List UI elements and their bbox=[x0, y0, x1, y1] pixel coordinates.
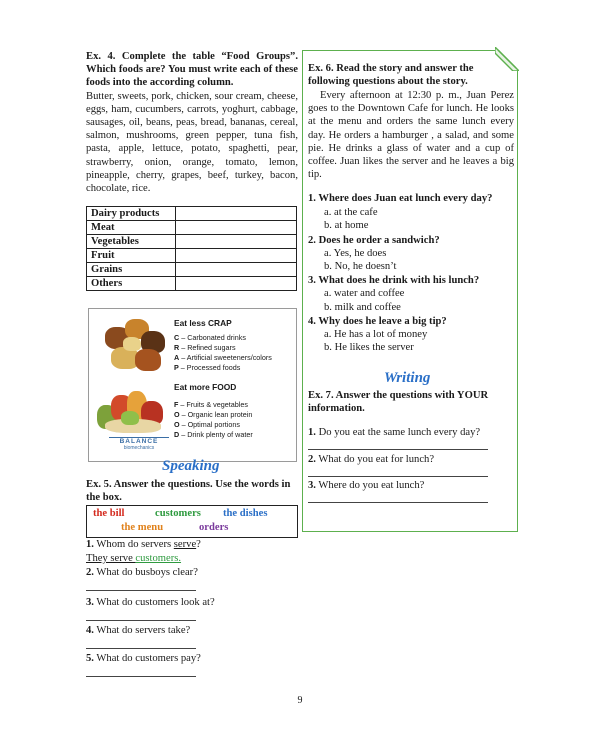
answer-option[interactable]: a. Yes, he does bbox=[324, 247, 387, 259]
question-text: What do servers take? bbox=[96, 625, 191, 636]
question-end: ? bbox=[196, 539, 201, 550]
answer-option[interactable]: a. at the cafe bbox=[324, 207, 378, 219]
question-number: 3. bbox=[308, 480, 316, 491]
answer-line[interactable] bbox=[308, 449, 488, 450]
list-letter: F bbox=[174, 400, 179, 409]
list-item bbox=[174, 430, 253, 440]
junk-food-image bbox=[103, 317, 167, 375]
list-text: – Artificial sweeteners/colors bbox=[181, 353, 272, 362]
speaking-title: Speaking bbox=[162, 458, 220, 474]
nutrition-infographic bbox=[88, 308, 297, 462]
ex6-heading: Ex. 6. Read the story and answer the following questions about the story. bbox=[308, 63, 474, 88]
list-item bbox=[174, 363, 272, 373]
list-letter: O bbox=[174, 420, 180, 429]
ex6-question: 2. Does he order a sandwich? bbox=[308, 234, 440, 246]
table-row-label: Vegetables bbox=[87, 235, 176, 249]
word-customers: customers bbox=[155, 508, 201, 519]
answer-option[interactable]: b. at home bbox=[324, 220, 369, 232]
question-number: 2. bbox=[86, 567, 94, 578]
ex5-question-5 bbox=[86, 652, 201, 665]
ex6-question: 1. Where does Juan eat lunch every day? bbox=[308, 193, 493, 204]
table-row-label: Dairy products bbox=[87, 207, 176, 221]
list-text: – Organic lean protein bbox=[181, 410, 253, 419]
list-text: – Optimal portions bbox=[181, 420, 240, 429]
question-number: 1. bbox=[308, 427, 316, 438]
food-list bbox=[174, 400, 253, 440]
story-text: Every afternoon at 12:30 p. m., Juan Perez goes to the Downtown Cafe for lunch. He looks at the menu and orders the same lunch every day. He orders a hamburger , a salad, and some pie. He drinks a glass of water and a cup of coffee. Juan likes the server and he leaves a big tip. bbox=[308, 90, 514, 181]
list-item bbox=[174, 420, 253, 430]
question-number: 4. bbox=[86, 625, 94, 636]
list-text: – Fruits & vegetables bbox=[180, 400, 248, 409]
logo-main: BALANCE bbox=[109, 437, 169, 445]
question-text: What do customers look at? bbox=[96, 597, 215, 608]
healthy-food-image bbox=[97, 387, 169, 437]
question-text: What do you eat for lunch? bbox=[318, 454, 435, 465]
exercise-4 bbox=[86, 50, 298, 195]
answer-line[interactable] bbox=[86, 590, 196, 591]
answer-line[interactable] bbox=[308, 476, 488, 477]
ex6-questions bbox=[308, 192, 514, 354]
list-item bbox=[174, 410, 253, 420]
crap-title: Eat less CRAP bbox=[174, 318, 232, 328]
list-letter: D bbox=[174, 430, 180, 439]
question-text: What do customers pay? bbox=[96, 653, 201, 664]
balance-logo bbox=[109, 437, 169, 451]
answer-word: customers. bbox=[135, 553, 182, 564]
answer-option[interactable]: b. He likes the server bbox=[324, 342, 414, 354]
word-the-bill: the bill bbox=[93, 508, 125, 519]
table-row-label: Meat bbox=[87, 221, 176, 235]
ex7-heading: Ex. 7. Answer the questions with YOUR information. bbox=[308, 390, 489, 415]
ex5-example-answer bbox=[86, 552, 181, 565]
answer-option[interactable]: b. milk and coffee bbox=[324, 301, 401, 313]
list-item bbox=[174, 333, 272, 343]
question-text: Where do you eat lunch? bbox=[318, 480, 425, 491]
list-letter: R bbox=[174, 343, 180, 352]
ex6-question: 3. What does he drink with his lunch? bbox=[308, 275, 480, 287]
table-row-label: Others bbox=[87, 277, 176, 291]
ex5-question-2 bbox=[86, 566, 198, 579]
logo-sub: biomechanics bbox=[123, 445, 155, 451]
page-number: 9 bbox=[297, 695, 303, 706]
ex7-question-3 bbox=[308, 479, 424, 492]
food-title: Eat more FOOD bbox=[174, 382, 237, 392]
answer-line[interactable] bbox=[86, 620, 196, 621]
table-row-label: Grains bbox=[87, 263, 176, 277]
list-text: – Carbonated drinks bbox=[181, 333, 246, 342]
list-item bbox=[174, 400, 253, 410]
ex4-food-list: Butter, sweets, pork, chicken, sour cream, cheese, eggs, ham, cucumbers, carrots, yoghurt, cabbage, sausages, oil, beans, peas, bread, bananas, cereal, salmon, mushrooms, green pepper, tuna fish, pasta, apple, lettuce, potato, spaghetti, pear, strawberry, onion, orange, tomato, lemon, pineapple, cherry, grapes, beef, turkey, bacon, chocolate, rice. bbox=[86, 90, 298, 195]
question-number: 5. bbox=[86, 653, 94, 664]
list-item bbox=[174, 343, 272, 353]
list-letter: C bbox=[174, 333, 180, 342]
word-box bbox=[86, 505, 298, 538]
word-the-dishes: the dishes bbox=[223, 508, 268, 519]
table-row bbox=[87, 221, 297, 235]
answer-line[interactable] bbox=[86, 676, 196, 677]
writing-title: Writing bbox=[384, 370, 431, 386]
question-number: 3. bbox=[86, 597, 94, 608]
answer-cell[interactable] bbox=[176, 221, 297, 235]
ex7-question-2 bbox=[308, 453, 434, 466]
table-row bbox=[87, 207, 297, 221]
ex5-heading: Ex. 5. Answer the questions. Use the words in the box. bbox=[86, 479, 291, 504]
table-row bbox=[87, 263, 297, 277]
question-text: What do busboys clear? bbox=[96, 567, 198, 578]
table-row bbox=[87, 235, 297, 249]
question-number: 1. bbox=[86, 539, 94, 550]
question-number: 2. bbox=[308, 454, 316, 465]
ex6-story bbox=[308, 89, 514, 181]
answer-cell[interactable] bbox=[176, 249, 297, 263]
question-text: Do you eat the same lunch every day? bbox=[318, 427, 481, 438]
list-letter: O bbox=[174, 410, 180, 419]
answer-option[interactable]: a. water and coffee bbox=[324, 288, 405, 300]
crap-list bbox=[174, 333, 272, 373]
answer-cell[interactable] bbox=[176, 263, 297, 277]
ex5-question-3 bbox=[86, 596, 215, 609]
ex4-heading: Ex. 4. Complete the table “Food Groups”. Which foods are? You must write each of these foods into the according column. bbox=[86, 51, 298, 89]
ex5-question-4 bbox=[86, 624, 190, 637]
list-text: – Refined sugars bbox=[181, 343, 236, 352]
ex7-question-1 bbox=[308, 426, 480, 439]
answer-prefix: They serve bbox=[86, 553, 136, 564]
question-verb: serve bbox=[173, 539, 197, 550]
answer-line[interactable] bbox=[308, 502, 488, 503]
answer-option[interactable]: b. No, he doesn’t bbox=[324, 261, 397, 273]
answer-cell[interactable] bbox=[176, 235, 297, 249]
word-the-menu: the menu bbox=[121, 522, 164, 533]
question-text: Whom do servers bbox=[96, 539, 174, 550]
list-item bbox=[174, 353, 272, 363]
list-letter: A bbox=[174, 353, 180, 362]
ex5-question-1 bbox=[86, 538, 201, 551]
answer-line[interactable] bbox=[86, 648, 196, 649]
table-row-label: Fruit bbox=[87, 249, 176, 263]
list-letter: P bbox=[174, 363, 179, 372]
table-row bbox=[87, 249, 297, 263]
table-row bbox=[87, 277, 297, 291]
word-orders: orders bbox=[199, 522, 229, 533]
list-text: – Processed foods bbox=[180, 363, 241, 372]
answer-cell[interactable] bbox=[176, 277, 297, 291]
answer-cell[interactable] bbox=[176, 207, 297, 221]
answer-option[interactable]: a. He has a lot of money bbox=[324, 329, 428, 341]
ex6-question: 4. Why does he leave a big tip? bbox=[308, 315, 447, 327]
list-text: – Drink plenty of water bbox=[181, 430, 253, 439]
food-groups-table bbox=[86, 206, 297, 291]
